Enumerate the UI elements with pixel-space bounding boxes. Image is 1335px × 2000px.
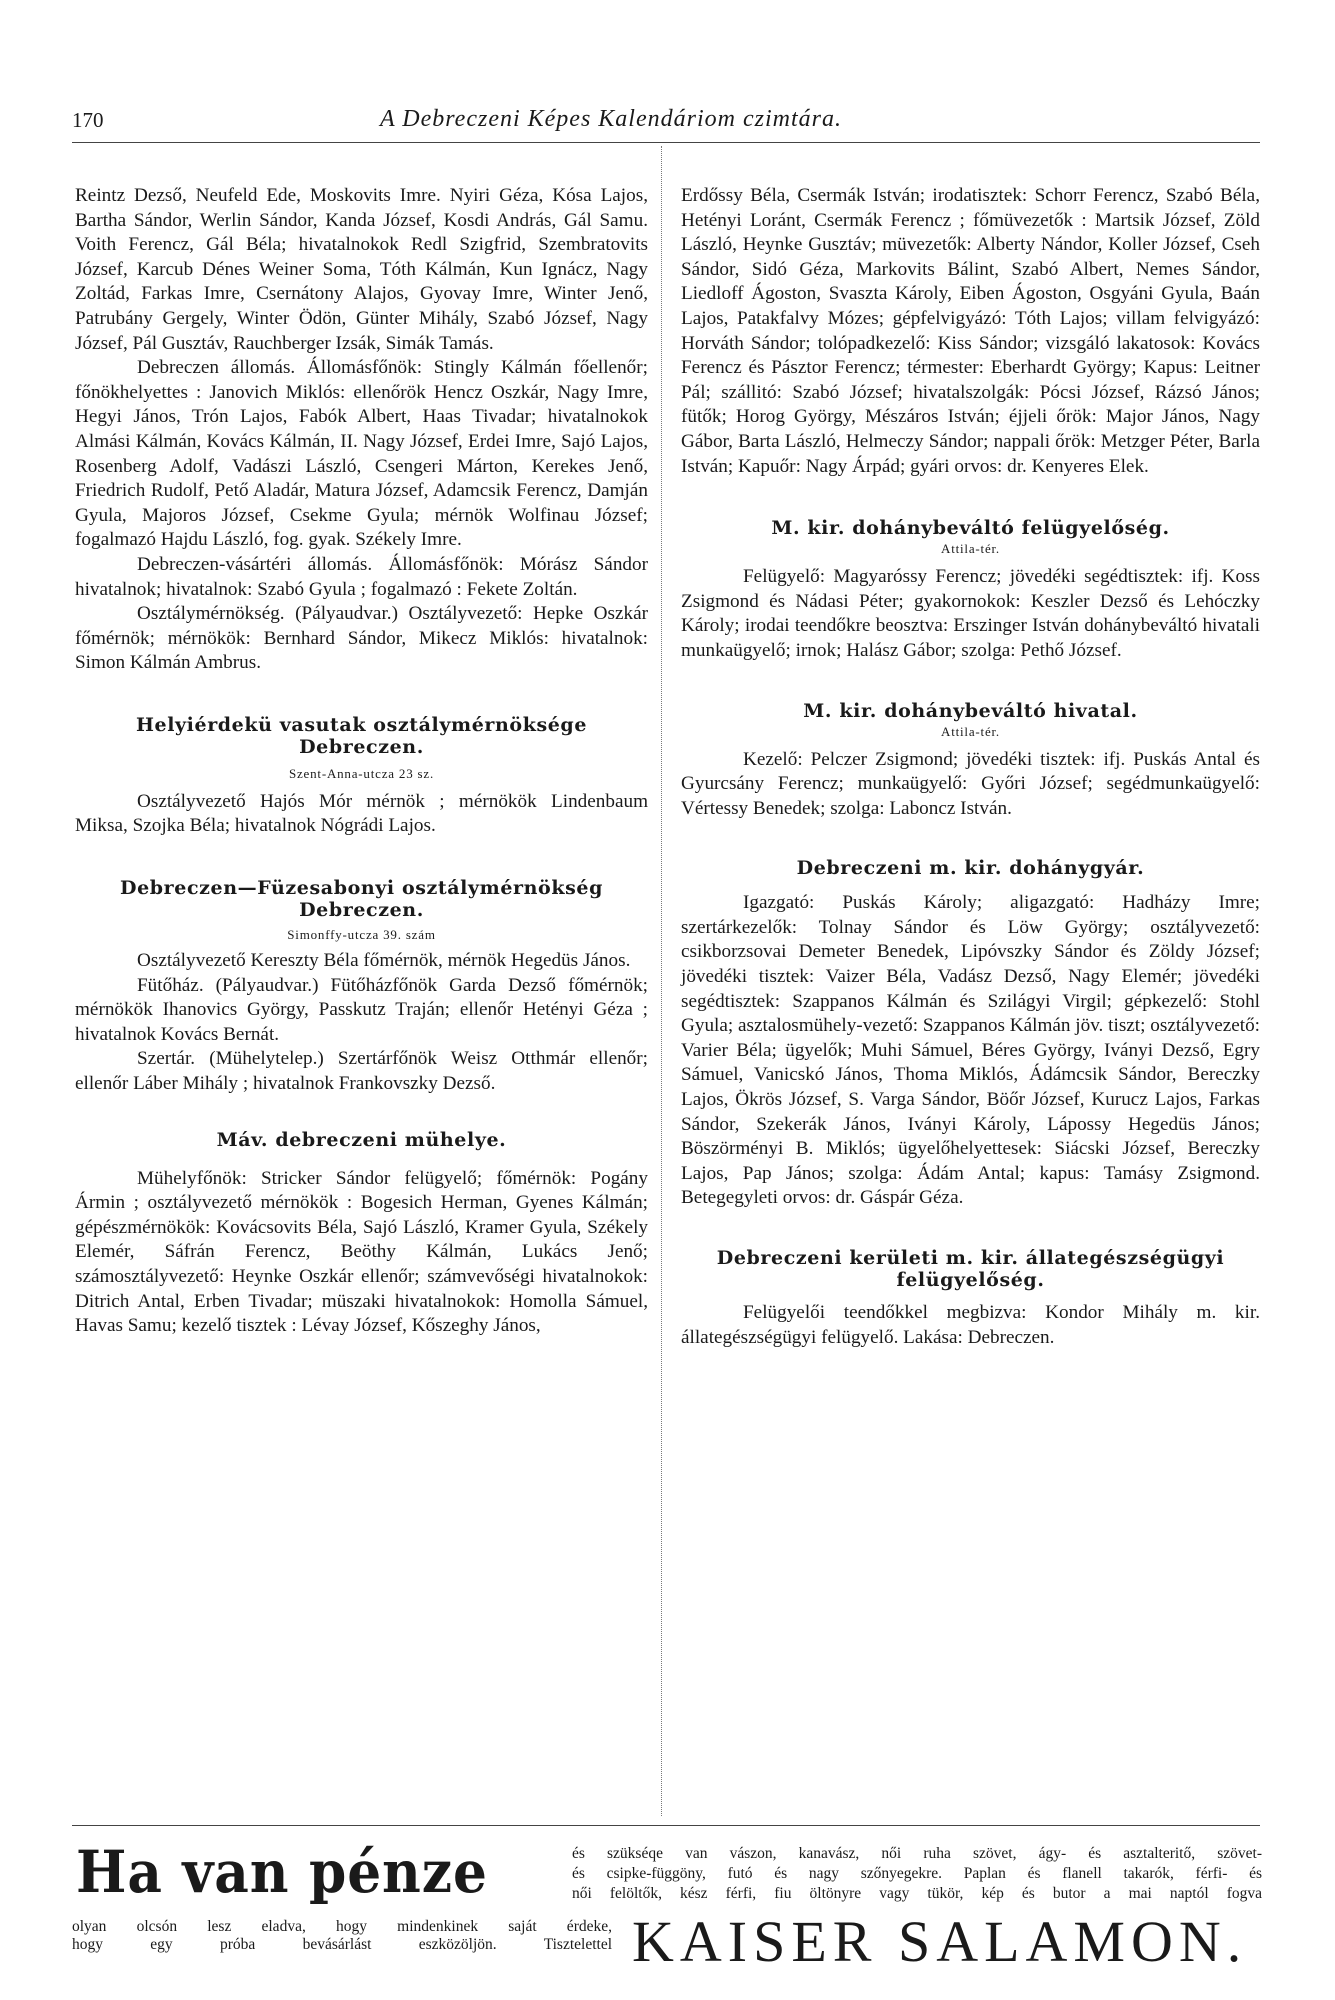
paragraph-continued-staff: Erdőssy Béla, Csermák István; irodatisztek: Schorr Ferencz, Szabó Béla, Hetényi Loránt, Csermák Ferencz ; főmüvezetők : Martsik József, Zöld László, Heynke Gusztáv; müvezetők: Alberty Nándor, Koller József, Cseh Sándor, Sidó Géza, Markovits Bálint, Szabó Albert, Nemes Sándor, Liedloff Ágoston, Svaszta Károly, Eiben Ágoston, Osgyáni Gyula, Baán Lajos, Patakfalvy Mózes; gépfelvigyázó: Tóth Lajos; villam felvigyázó: Horváth Sándor; tolópadkezelő: Kiss Sándor; vizsgáló lakatosok: Kovács Ferencz és Pásztor Ferencz; térmester: Eberhardt György; Kapus: Leitner Pál; szállitó: Szabó József; hivatalszolgák: Pócsi József, Rázsó János; fütők; Horog György, Mészáros István; éjjeli őrök: Major János, Nagy Gábor, Barta László, Helmeczy Sándor; nappali őrök: Metzger Péter, Barla István; Kapuőr: Nagy Árpád; gyári orvos: dr. Kenyeres Elek. <box>681 185 1260 477</box>
paragraph-futohaz: Fütőház. (Pályaudvar.) Fütőházfőnök Garda Dezső főmérnök; mérnökök Ihanovics György, Passkutz Traján; ellenőr Hetényi Géza ; hivatalnok Kovács Bernát. <box>75 974 648 1045</box>
section-title-dohanygyar: Debreczeni m. kir. dohánygyár. <box>796 857 1145 880</box>
ad-lower-line: olyan olcsón lesz eladva, hogy mindenkinek saját érdeke, <box>72 1918 612 1935</box>
ad-merchant-name: KAISER SALAMON. <box>632 1909 1248 1974</box>
paragraph-fuzesabonyi: Osztályvezető Kereszty Béla főmérnök, mérnök Hegedüs János. <box>137 950 631 972</box>
section-title-dohanybevalto-hivatal: M. kir. dohánybeváltó hivatal. <box>803 699 1138 722</box>
running-title: A Debreczeni Képes Kalendáriom czimtára. <box>380 106 842 132</box>
page-header <box>72 104 1260 134</box>
paragraph-mav-muhely: Mühelyfőnök: Stricker Sándor felügyelő; főmérnök: Pogány Ármin ; osztályvezető mérnökök : Bogesich Herman, Gyenes Kálmán; gépészmérnökök: Kovácsovits Béla, Sajó László, Kramer Gyula, Székely Elemér, Sáfrán Ferencz, Beöthy Kálmán, Lukács Jenő; számosztályvezető: Heynke Oszkár ellenőr; számvevőségi hivatalnokok: Ditrich Antal, Erben Tivadar; müszaki hivatalnokok: Homolla Sámuel, Havas Samu; kezelő tisztek : Lévay József, Kőszeghy János, <box>75 1167 648 1337</box>
column-divider <box>661 146 662 1816</box>
page-number: 170 <box>72 108 104 132</box>
ad-body-line: női felöltők, kész férfi, fiu öltönyre vagy tükör, kép és butor a mai naptól fogva <box>572 1885 1262 1902</box>
footer-rule <box>72 1825 1260 1826</box>
ad-lower-line: hogy egy próba bevásárlást eszközöljön. Tisztelettel <box>72 1936 612 1953</box>
paragraph-osztalymernokseg: Osztálymérnökség. (Pályaudvar.) Osztályvezető: Hepke Oszkár főmérnök; mérnökök: Bernhard Sándor, Mikecz Miklós: hivatalnok: Simon Kálmán Ambrus. <box>75 603 648 674</box>
ad-body-line: és csipke-függöny, futó és nagy szőnyegekre. Paplan és flanell takarók, férfi- és <box>572 1865 1262 1882</box>
paragraph-szertar: Szertár. (Mühelytelep.) Szertárfőnök Weisz Otthmár ellenőr; ellenőr Láber Mihály ; hivatalnok Frankovszky Dezső. <box>75 1048 648 1095</box>
ad-body <box>572 1844 1262 1904</box>
section-title-dohanybevalto-felugyeloseg: M. kir. dohánybeváltó felügyelőség. <box>771 517 1170 540</box>
address-attila-ter-1: Attila-tér. <box>941 541 1000 557</box>
paragraph-debreczen-station: Debreczen állomás. Állomásfőnök: Stingly Kálmán főellenőr; főnökhelyettes : Janovich Miklós: ellenőrök Hencz Oszkár, Nagy Imre, Hegyi János, Trón Lajos, Fabók Albert, Haas Tivadar; hivatalnokok Almási Kálmán, Kovács Kálmán, II. Nagy József, Erdei Imre, Sajó Lajos, Rosenberg Adolf, Vadászi László, Csengeri Márton, Kerekes Jenő, Friedrich Rudolf, Pető Aladár, Matura József, Adamcsik Ferencz, Damján Gyula, Majoros József, Csekme Gyula; mérnök Wolfinau József; fogalmazó Hajdu László, fog. gyak. Székely Imre. <box>75 357 648 551</box>
paragraph-dohanygyar: Igazgató: Puskás Károly; aligazgató: Hadházy Imre; szertárkezelők: Tolnay Sándor és Löw György; osztályvezető: csikborzsovai Demeter Benedek, Lipóvszky Sándor és Zöldy József; jövedéki tisztek: Vaizer Béla, Vadász Dezső, Nagy Elemér; jövedéki segédtisztek: Szappanos Kálmán és Szilágyi Virgil; gépkezelő: Stohl Gyula; asztalosmühely-vezető: Szappanos Kálmán jöv. tiszt; osztályvezető: Varier Béla; ügyelők; Muhi Sámuel, Béres György, Iványi Dezső, Egry Sámuel, Vanicskó János, Thoma Miklós, Ádámcsik Sándor, Bereczky Lajos, Ökrös József, S. Varga Sándor, Böőr József, Kurucz Lajos, Farkas Sándor, Szekerák János, Iványi Károly, Lápossy Hegedüs János; Böszörményi B. Miklós; ügyelőhelyettesek: Siácski József, Bereczky Lajos, Pap János; szolga: Ádám Antal; kapus: Tamásy Zsigmond. Betegegyleti orvos: dr. Gáspár Géza. <box>681 892 1261 1209</box>
paragraph-vasarteri-station: Debreczen-vásártéri állomás. Állomásfőnök: Mórász Sándor hivatalnok; hivatalnok: Szabó Gyula ; fogalmazó : Fekete Zoltán. <box>75 553 648 600</box>
left-column <box>75 184 648 1339</box>
ad-headline: Ha van pénze <box>76 1838 488 1906</box>
address-attila-ter-2: Attila-tér. <box>941 723 1000 739</box>
paragraph-helyierdeku: Osztályvezető Hajós Mór mérnök ; mérnökök Lindenbaum Miksa, Szojka Béla; hivatalnok Nógrádi Lajos. <box>75 790 648 837</box>
right-column <box>681 184 1260 1350</box>
paragraph-allategeszsegugyi: Felügyelői teendőkkel megbizva: Kondor Mihály m. kir. állategészségügyi felügyelő. Lakása: Debreczen. <box>681 1302 1260 1348</box>
advertisement <box>72 1838 1262 1978</box>
section-title-mav-muhely: Máv. debreczeni mühelye. <box>216 1128 507 1151</box>
paragraph-staff-list: Reintz Dezső, Neufeld Ede, Moskovits Imre. Nyiri Géza, Kósa Lajos, Bartha Sándor, Werlin Sándor, Kanda József, Kosdi András, Gál Samu. Voith Ferencz, Gál Béla; hivatalnokok Redl Szigfrid, Szembratovits József, Karcub Dénes Weiner Soma, Tóth Kálmán, Kun Ignácz, Nagy Zoltád, Farkas Imre, Csernátony Alajos, Gyovay Imre, Winter Jenő, Patrubány Gergely, Winter Ödön, Günter Mihály, Szabó József, Nagy József, Pál Gusztáv, Rauchberger Izsák, Simák Tamás. <box>75 185 648 354</box>
section-title-helyierdeku: Helyiérdekü vasutak osztálymérnöksége Debreczen. <box>135 713 588 758</box>
section-title-allategeszsegugyi: Debreczeni kerületi m. kir. állategészségügyi felügyelőség. <box>716 1247 1225 1291</box>
address-simonffy: Simonffy-utcza 39. szám <box>287 927 436 943</box>
header-rule <box>72 142 1260 143</box>
paragraph-dohanybevalto-felugyeloseg: Felügyelő: Magyaróssy Ferencz; jövedéki segédtisztek: ifj. Koss Zsigmond és Nádasi Péter; gyakornokok: Keszler Dezső és Lehóczky Károly; irodai teendőkre beosztva: Erszinger István dohánybeváltó hivatali munkaügyelő; irnok; Halász Gábor; szolga: Pethő József. <box>681 566 1260 661</box>
ad-lower-text <box>72 1918 612 1954</box>
paragraph-dohanybevalto-hivatal: Kezelő: Pelczer Zsigmond; jövedéki tisztek: ifj. Puskás Antal és Gyurcsány Ferencz; munkaügyelő: Győri József; segédmunkaügyelő: Vértessy Benedek; szolga: Laboncz István. <box>681 748 1260 819</box>
ad-body-line: és szükséqe van vászon, kanavász, női ruha szövet, ágy- és asztalteritő, szövet- <box>572 1845 1262 1862</box>
section-title-fuzesabonyi: Debreczen—Füzesabonyi osztálymérnökség Debreczen. <box>120 877 603 922</box>
address-szent-anna: Szent-Anna-utcza 23 sz. <box>288 765 435 781</box>
